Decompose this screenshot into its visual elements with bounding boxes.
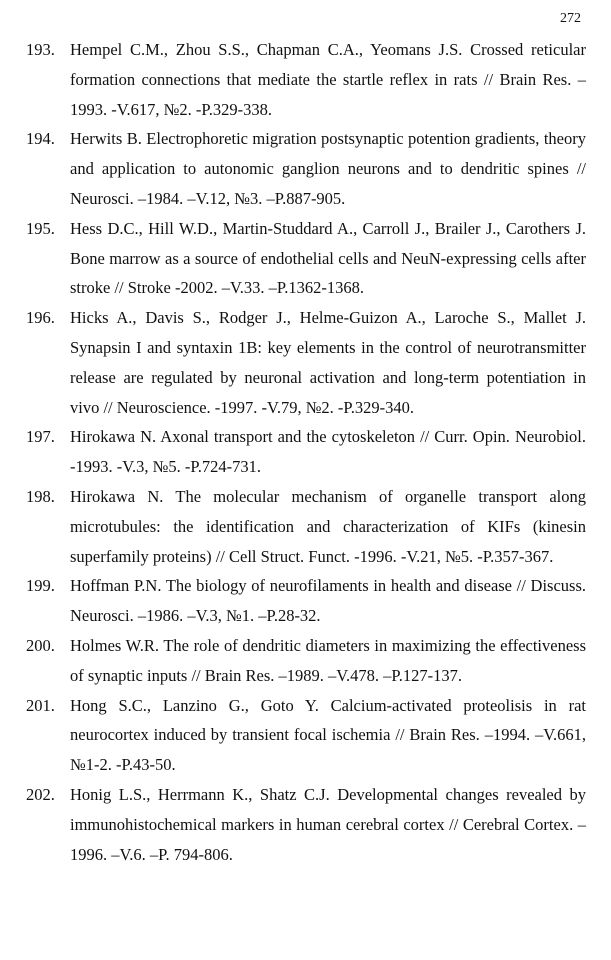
reference-text: Hempel C.M., Zhou S.S., Chapman C.A., Yeomans J.S. Crossed reticular formation connections that mediate the startle reflex in rats // Brain Res. –1993. -V.617, №2. -P.329-338.	[70, 40, 586, 119]
reference-entry-198	[26, 482, 586, 571]
reference-text: Hess D.C., Hill W.D., Martin-Studdard A., Carroll J., Brailer J., Carothers J. Bone marrow as a source of endothelial cells and NeuN-expressing cells after stroke // Stroke -2002. –V.33. –P.1362-1368.	[70, 218, 586, 298]
page-number: 272	[560, 11, 581, 26]
reference-text: Honig L.S., Herrmann K., Shatz C.J. Developmental changes revealed by immunohistochemical markers in human cerebral cortex // Cerebral Cortex. –1996. –V.6. –P. 794-806.	[70, 784, 586, 864]
reference-entry-193	[26, 35, 586, 124]
reference-number: 193.	[26, 40, 55, 59]
reference-entry-200	[26, 631, 586, 691]
reference-text: Hirokawa N. Axonal transport and the cytoskeleton // Curr. Opin. Neurobiol. -1993. -V.3, №5. -P.724-731.	[70, 427, 586, 477]
reference-entry-202	[26, 780, 586, 869]
reference-number: 198.	[26, 486, 55, 506]
reference-number: 202.	[26, 784, 55, 804]
reference-number: 197.	[26, 427, 55, 447]
reference-text: Hirokawa N. The molecular mechanism of organelle transport along microtubules: the identification and characterization of KIFs (kinesin superfamily proteins) // Cell Struct. Funct. -1996. -V.21, №5. -P.357-367.	[70, 486, 586, 566]
reference-text: Hoffman P.N. The biology of neurofilaments in health and disease // Discuss. Neurosci. –1986. –V.3, №1. –P.28-32.	[70, 576, 586, 626]
reference-list	[26, 35, 586, 869]
reference-number: 194.	[26, 129, 55, 149]
reference-number: 196.	[26, 308, 55, 328]
reference-entry-201	[26, 691, 586, 780]
reference-number: 195.	[26, 218, 55, 238]
reference-entry-199	[26, 571, 586, 631]
reference-entry-196	[26, 303, 586, 422]
reference-text: Hong S.C., Lanzino G., Goto Y. Calcium-activated proteolisis in rat neurocortex induced by transient focal ischemia // Brain Res. –1994. –V.661, №1-2. -P.43-50.	[70, 695, 586, 775]
reference-number: 200.	[26, 635, 55, 655]
reference-entry-197	[26, 422, 586, 482]
reference-entry-195	[26, 214, 586, 303]
reference-text: Hicks A., Davis S., Rodger J., Helme-Guizon A., Laroche S., Mallet J. Synapsin I and syntaxin 1B: key elements in the control of neurotransmitter release are regulated by neuronal activation and long-term potentiation in vivo // Neuroscience. -1997. -V.79, №2. -P.329-340.	[70, 308, 586, 417]
reference-number: 199.	[26, 576, 55, 596]
reference-number: 201.	[26, 695, 55, 715]
reference-text: Herwits B. Electrophoretic migration postsynaptic potention gradients, theory and application to autonomic ganglion neurons and to dendritic spines // Neurosci. –1984. –V.12, №3. –P.887-905.	[70, 129, 586, 208]
reference-text: Holmes W.R. The role of dendritic diameters in maximizing the effectiveness of synaptic inputs // Brain Res. –1989. –V.478. –P.127-137.	[70, 635, 586, 685]
reference-entry-194	[26, 124, 586, 213]
